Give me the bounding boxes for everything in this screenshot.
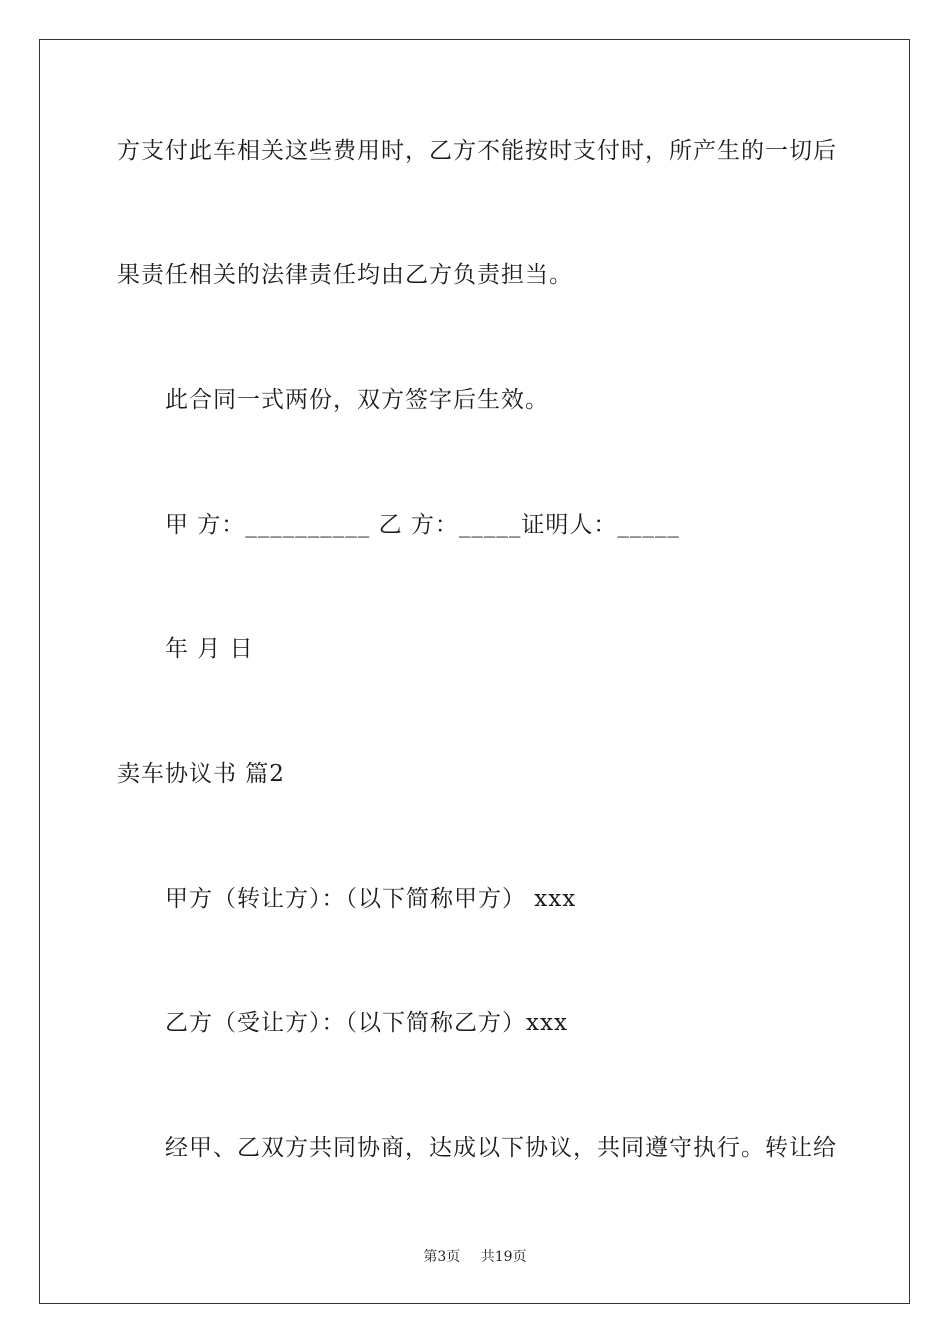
signature-line: 甲 方：__________ 乙 方：_____证明人：_____ xyxy=(165,512,680,538)
section-heading: 卖车协议书 篇2 xyxy=(117,761,285,787)
party-a-line: 甲方（转让方）：（以下简称甲方） xxx xyxy=(165,886,577,912)
page-frame xyxy=(39,39,910,1304)
date-line: 年 月 日 xyxy=(165,636,254,662)
paragraph-line: 果责任相关的法律责任均由乙方负责担当。 xyxy=(117,262,573,288)
page-footer xyxy=(0,1247,950,1267)
page-total: 共19页 xyxy=(480,1249,527,1265)
paragraph-line: 经甲、乙双方共同协商，达成以下协议，共同遵守执行。转让给 xyxy=(165,1135,837,1161)
page-number: 第3页 xyxy=(423,1249,461,1265)
paragraph-line: 方支付此车相关这些费用时，乙方不能按时支付时，所产生的一切后 xyxy=(117,138,837,164)
party-b-line: 乙方（受让方）：（以下简称乙方）xxx xyxy=(165,1010,568,1036)
paragraph-line: 此合同一式两份，双方签字后生效。 xyxy=(165,387,549,413)
